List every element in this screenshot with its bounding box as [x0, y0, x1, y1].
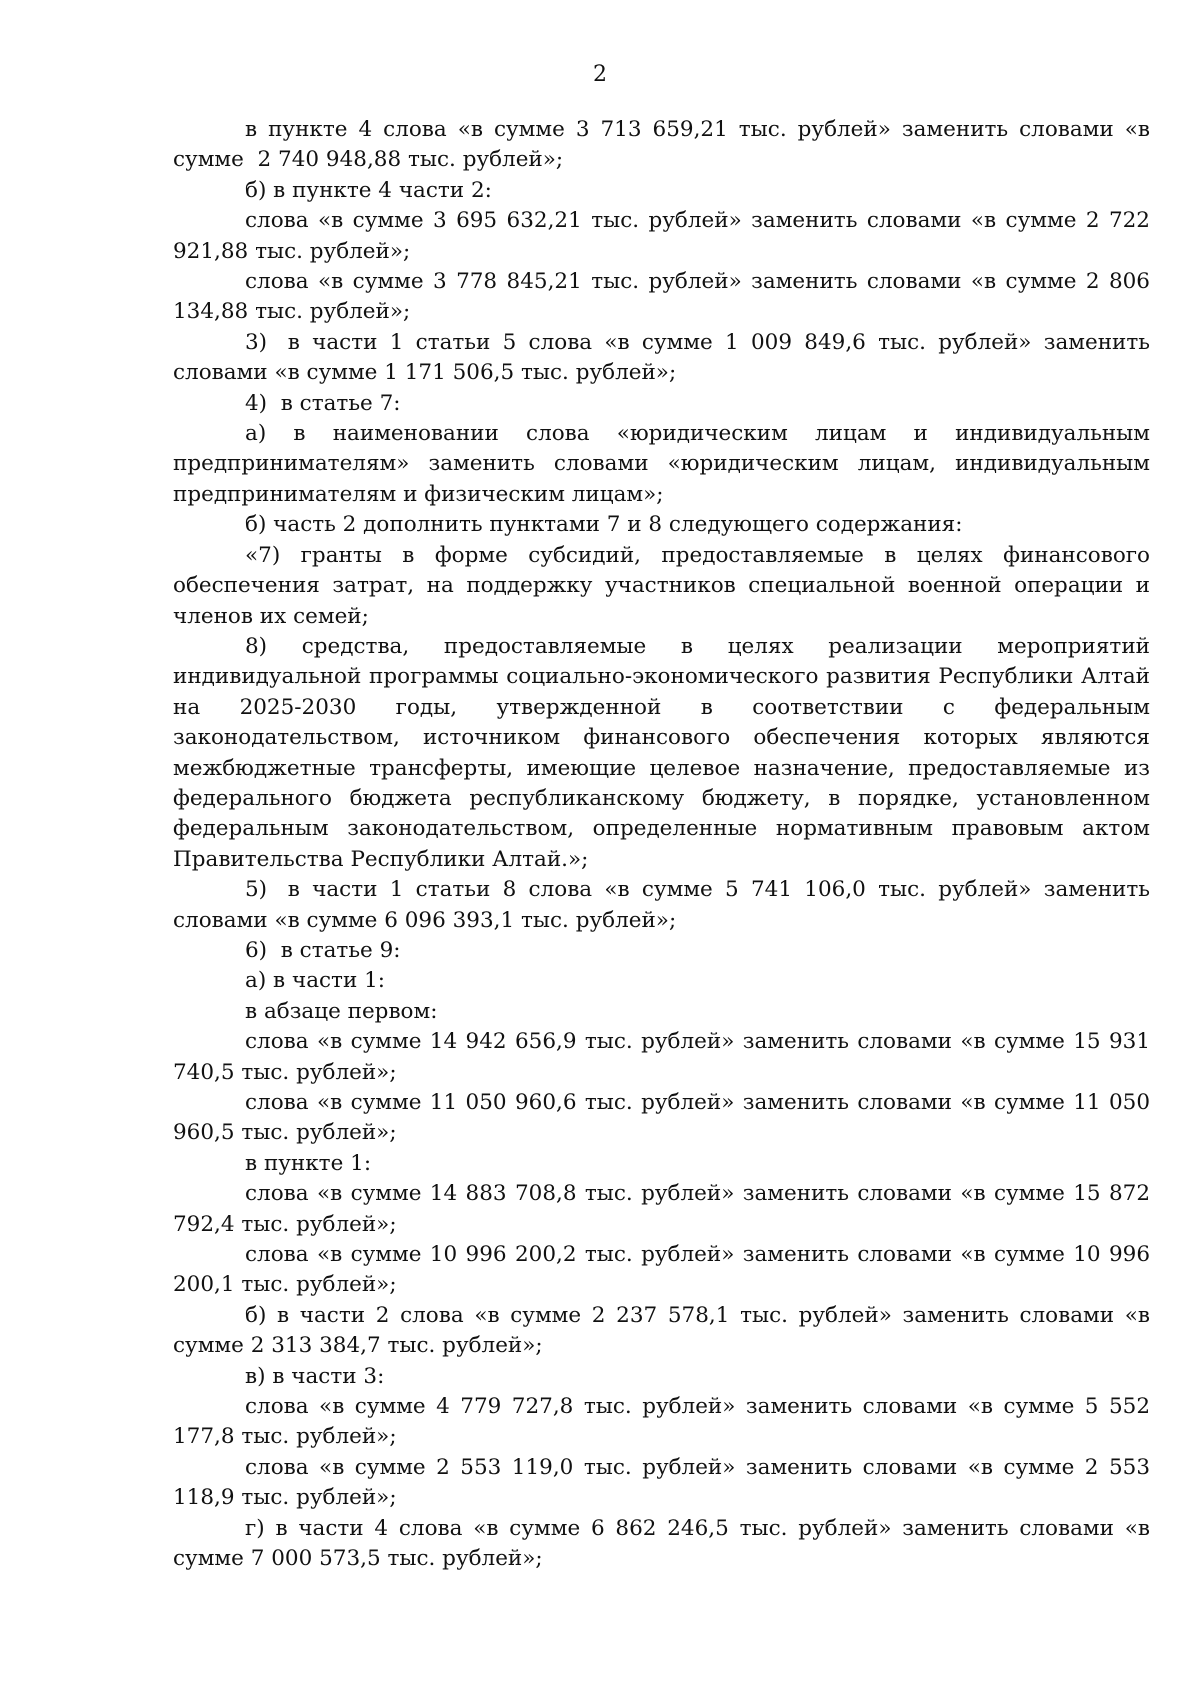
paragraph-4: слова «в сумме 3 778 845,21 тыс. рублей» заменить словами «в сумме 2 806 134,88 тыс. рублей»;	[173, 269, 1157, 325]
paragraph-6: 4) в статье 7:	[245, 390, 401, 416]
paragraph-18: слова «в сумме 14 883 708,8 тыс. рублей» заменить словами «в сумме 15 872 792,4 тыс. рублей»;	[173, 1181, 1157, 1237]
paragraph-19: слова «в сумме 10 996 200,2 тыс. рублей» заменить словами «в сумме 10 996 200,1 тыс. рублей»;	[173, 1242, 1157, 1298]
paragraph-9: «7) гранты в форме субсидий, предоставляемые в целях финансового обеспечения затрат, на поддержку участников специальной военной операции и членов их семей;	[173, 542, 1157, 629]
paragraph-16: слова «в сумме 11 050 960,6 тыс. рублей» заменить словами «в сумме 11 050 960,5 тыс. рублей»;	[173, 1090, 1157, 1146]
paragraph-5: 3) в части 1 статьи 5 слова «в сумме 1 009 849,6 тыс. рублей» заменить словами «в сумме 1 171 506,5 тыс. рублей»;	[173, 329, 1157, 386]
paragraph-2: б) в пункте 4 части 2:	[245, 177, 492, 203]
document-body	[173, 115, 1157, 1575]
paragraph-22: слова «в сумме 4 779 727,8 тыс. рублей» заменить словами «в сумме 5 552 177,8 тыс. рублей»;	[173, 1394, 1157, 1450]
paragraph-21: в) в части 3:	[245, 1363, 385, 1389]
paragraph-11: 5) в части 1 статьи 8 слова «в сумме 5 741 106,0 тыс. рублей» заменить словами «в сумме 6 096 393,1 тыс. рублей»;	[173, 877, 1157, 933]
paragraph-13: а) в части 1:	[245, 968, 386, 994]
paragraph-7: а) в наименовании слова «юридическим лицам и индивидуальным предпринимателям» заменить словами «юридическим лицам, индивидуальным предпринимателям и физическим лицам»;	[173, 421, 1157, 507]
paragraph-8: б) часть 2 дополнить пунктами 7 и 8 следующего содержания:	[245, 512, 963, 538]
paragraph-23: слова «в сумме 2 553 119,0 тыс. рублей» заменить словами «в сумме 2 553 118,9 тыс. рублей»;	[173, 1454, 1157, 1511]
paragraph-12: 6) в статье 9:	[245, 937, 401, 963]
paragraph-20: б) в части 2 слова «в сумме 2 237 578,1 тыс. рублей» заменить словами «в сумме 2 313 384,7 тыс. рублей»;	[173, 1302, 1157, 1359]
paragraph-14: в абзаце первом:	[245, 998, 438, 1024]
paragraph-24: г) в части 4 слова «в сумме 6 862 246,5 тыс. рублей» заменить словами «в сумме 7 000 573,5 тыс. рублей»;	[173, 1515, 1157, 1572]
paragraph-1: в пункте 4 слова «в сумме 3 713 659,21 тыс. рублей» заменить словами «в сумме 2 740 948,88 тыс. рублей»;	[173, 117, 1157, 173]
paragraph-10: 8) средства, предоставляемые в целях реализации мероприятий индивидуальной программы социально-экономического развития Республики Алтай на 2025-2030 годы, утвержденной в соответствии с федеральным законодательством, источником финансового обеспечения которых являются межбюджетные трансферты, имеющие целевое назначение, предоставляемые из федерального бюджета республиканскому бюджету, в порядке, установленном федеральным законодательством, определенные нормативным правовым актом Правительства Республики Алтай.»;	[173, 633, 1157, 872]
paragraph-3: слова «в сумме 3 695 632,21 тыс. рублей» заменить словами «в сумме 2 722 921,88 тыс. рублей»;	[173, 208, 1157, 264]
page-number: 2	[593, 62, 607, 87]
paragraph-17: в пункте 1:	[245, 1150, 372, 1176]
paragraph-15: слова «в сумме 14 942 656,9 тыс. рублей» заменить словами «в сумме 15 931 740,5 тыс. рублей»;	[173, 1029, 1157, 1085]
